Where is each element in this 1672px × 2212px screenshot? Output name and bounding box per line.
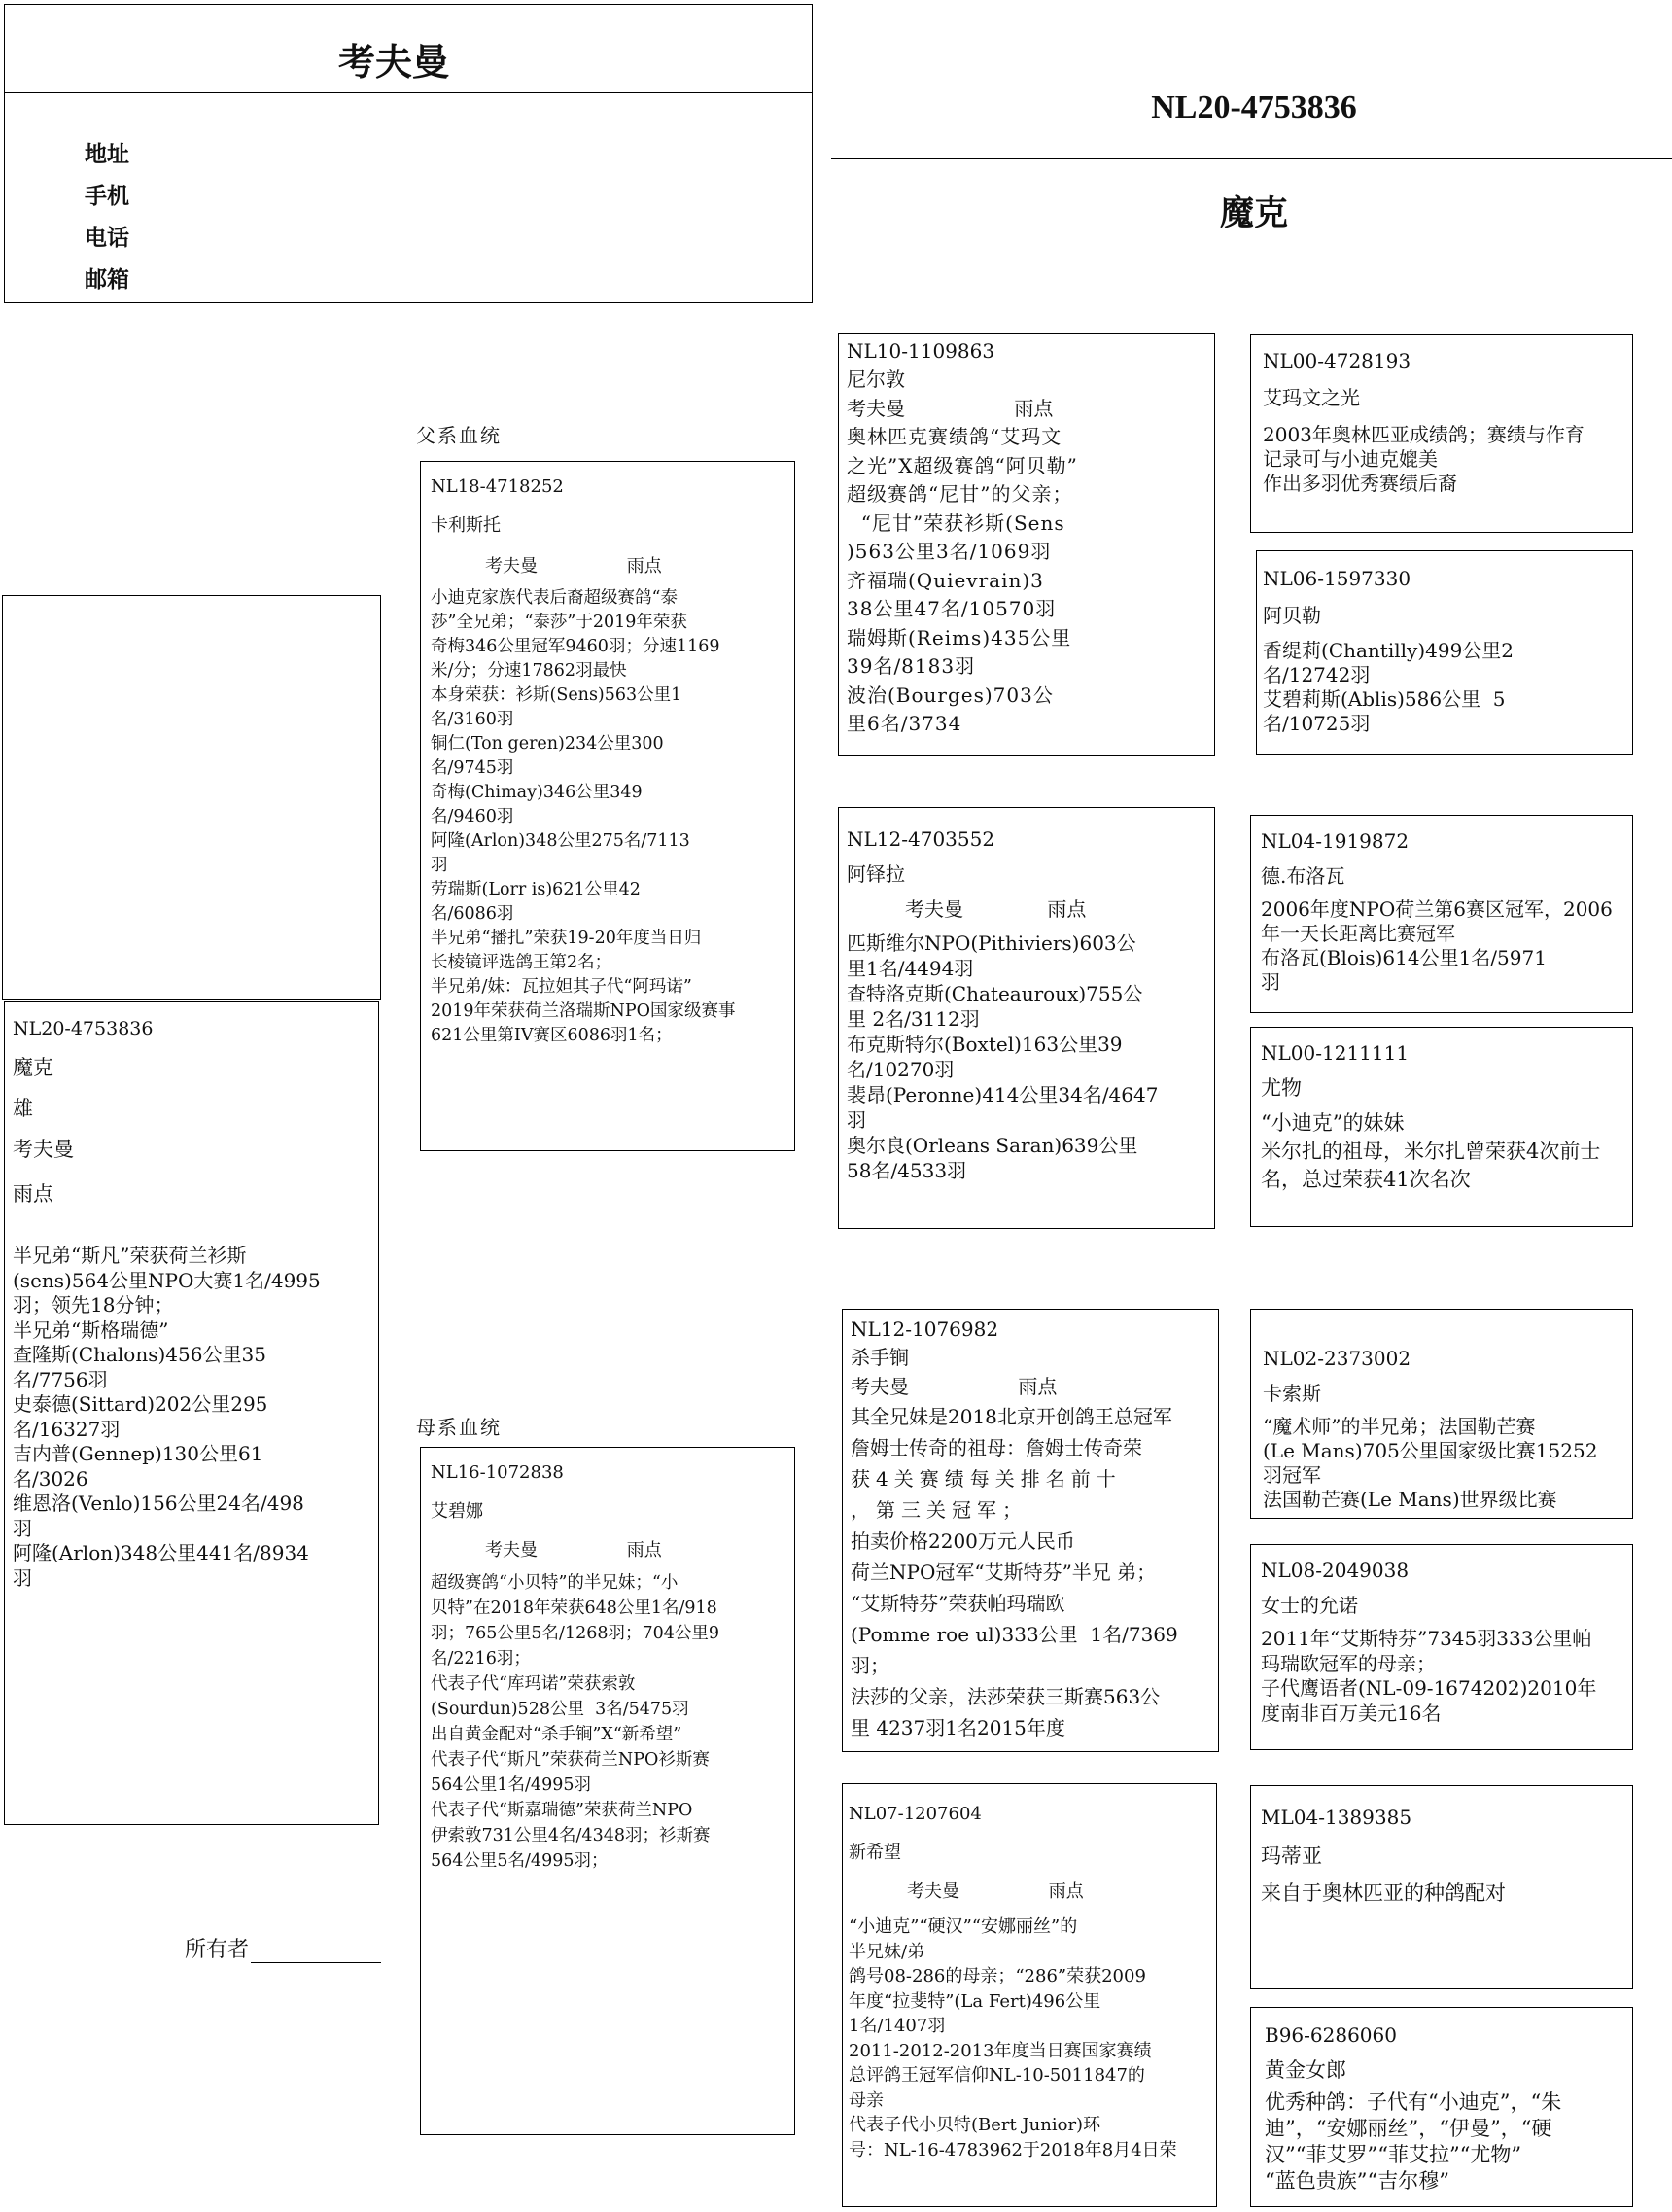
sds-ring: NL04-1919872 (1261, 829, 1410, 853)
header-ring-divider (831, 158, 1672, 159)
dam-sire-note-line: 获4关赛绩每关排名前十 (851, 1467, 1122, 1491)
subject-note-line: 阿隆(Arlon)348公里441名/8934 (13, 1541, 309, 1564)
dss-name: 卡索斯 (1263, 1382, 1321, 1405)
dsd-note-line: 度南非百万美元16名 (1261, 1701, 1442, 1725)
ddd-card (1250, 2007, 1633, 2207)
dam-sire-note-line: 羽； (851, 1654, 889, 1677)
dss-note-line: 羽冠军 (1263, 1463, 1321, 1487)
dam-dam-note-line: 鸽号08-286的母亲；“286”荣获2009 (849, 1966, 1146, 1986)
ssd-note-line: 名/12742羽 (1263, 663, 1371, 686)
sire-notes (431, 586, 786, 1048)
dam-dam-name: 新希望 (849, 1843, 901, 1863)
sdd-notes (1261, 1109, 1622, 1194)
sdd-note-line: “小迪克”的妹妹 (1261, 1111, 1405, 1135)
dam-sire-breeder-owner (851, 1372, 1210, 1401)
dam-note-line: 名/2216羽； (431, 1649, 531, 1668)
dam-sire-note-line: 拍卖价格2200万元人民币 (851, 1529, 1075, 1553)
sire-dam-note-line: 查特洛克斯(Chateauroux)755公 (847, 982, 1143, 1005)
owner-header-box (4, 4, 813, 303)
sire-note-line: 阿隆(Arlon)348公里275名/7113 (431, 831, 690, 851)
sire-note-line: 奇梅(Chimay)346公里349 (431, 783, 643, 802)
sire-note-line: 本身荣获：衫斯(Sens)563公里1 (431, 685, 682, 705)
sire-note-line: 名/9460羽 (431, 807, 514, 826)
sire-dam-note-line: 布克斯特尔(Boxtel)163公里39 (847, 1033, 1123, 1056)
sire-card (420, 461, 795, 1151)
sss-ring: NL00-4728193 (1263, 349, 1411, 372)
dss-card (1250, 1309, 1633, 1519)
ssd-ring: NL06-1597330 (1263, 567, 1411, 590)
sire-sire-note-line: 38公里47名/10570羽 (847, 597, 1057, 620)
ddd-name: 黄金女郎 (1265, 2058, 1346, 2082)
sire-dam-note-line: 奥尔良(Orleans Saran)639公里 (847, 1134, 1138, 1157)
subject-note-line: (sens)564公里NPO大赛1名/4995 (13, 1268, 321, 1292)
ssd-note-line: 艾碧莉斯(Ablis)586公里 5 (1263, 687, 1506, 711)
ssd-note-line: 香缇莉(Chantilly)499公里2 (1263, 639, 1515, 662)
dam-dam-note-line: 年度“拉斐特”(La Fert)496公里 (849, 1990, 1101, 2012)
dam-sire-note-line: 詹姆士传奇的祖母：詹姆士传奇荣 (851, 1436, 1142, 1459)
contact-labels (85, 134, 129, 301)
sire-note-line: 621公里第IV赛区6086羽1名； (431, 1026, 673, 1045)
dam-sire-note-line: “艾斯特芬”荣获帕玛瑞欧 (851, 1592, 1065, 1615)
dds-name: 玛蒂亚 (1261, 1844, 1322, 1868)
ddd-note-line: “蓝色贵族”“吉尔穆” (1265, 2169, 1449, 2193)
dam-note-line: 564公里5名/4995羽； (431, 1851, 609, 1871)
dam-dam-note-line: 半兄妹/弟 (849, 1941, 925, 1962)
owner-header-divider (5, 92, 812, 93)
owner-signature-line (251, 1941, 381, 1963)
dam-line-label: 母系血统 (416, 1416, 502, 1439)
dam-dam-note-line: 2011-2012-2013年度当日赛国家赛绩 (849, 2040, 1152, 2061)
dam-sire-note-line: 法莎的父亲，法莎荣获三斯赛563公 (851, 1685, 1161, 1708)
dam-owner: 雨点 (626, 1540, 662, 1561)
sdd-note-line: 名，总过荣获41次名次 (1261, 1168, 1471, 1191)
dam-note-line: 代表子代“斯嘉瑞德”荣获荷兰NPO (431, 1801, 693, 1820)
sss-name: 艾玛文之光 (1263, 386, 1360, 409)
subject-ring: NL20-4753836 (13, 1018, 154, 1039)
subject-note-line: 羽；领先18分钟； (13, 1293, 174, 1317)
dam-note-line: (Sourdun)528公里 3名/5475羽 (431, 1700, 689, 1719)
dam-breeder: 考夫曼 (485, 1540, 538, 1561)
subject-note-line: 查隆斯(Chalons)456公里35 (13, 1343, 266, 1366)
sire-owner: 雨点 (626, 556, 662, 577)
dam-note-line: 出自黄金配对“杀手锏”X“新希望” (431, 1725, 682, 1744)
contact-mobile-label: 手机 (85, 184, 129, 209)
sire-dam-note-line: 羽 (847, 1108, 866, 1132)
dam-dam-ring: NL07-1207604 (849, 1804, 982, 1824)
subject-card (4, 1001, 379, 1825)
dam-sire-note-line: ，第三关冠军； (851, 1498, 1028, 1522)
dam-dam-card (842, 1783, 1217, 2207)
ssd-notes (1263, 639, 1622, 736)
dam-note-line: 羽；765公里5名/1268羽；704公里9 (431, 1624, 720, 1643)
owner-signature-label: 所有者 (185, 1938, 250, 1962)
sire-ring: NL18-4718252 (431, 476, 564, 497)
subject-owner: 雨点 (13, 1182, 53, 1206)
sire-dam-note-line: 58名/4533羽 (847, 1159, 967, 1182)
subject-breeder: 考夫曼 (13, 1138, 74, 1161)
sire-dam-ring: NL12-4703552 (847, 827, 995, 851)
dam-ring: NL16-1072838 (431, 1462, 564, 1483)
sss-notes (1263, 423, 1622, 496)
sire-dam-note-line: 名/10270羽 (847, 1058, 955, 1081)
sds-note-line: 羽 (1261, 970, 1280, 994)
subject-note-line: 名/3026 (13, 1466, 88, 1491)
dam-sire-owner: 雨点 (1018, 1375, 1058, 1398)
sdd-ring: NL00-1211111 (1261, 1041, 1410, 1065)
dam-sire-note-line: 荷兰NPO冠军“艾斯特芬”半兄 弟； (851, 1561, 1157, 1584)
sire-sire-breeder: 考夫曼 (847, 397, 905, 420)
dam-dam-note-line: 母亲 (849, 2089, 884, 2111)
sire-dam-note-line: 里 2名/3112羽 (847, 1007, 980, 1031)
dss-note-line: (Le Mans)705公里国家级比赛15252 (1263, 1439, 1598, 1462)
subject-note-line: 史泰德(Sittard)202公里295 (13, 1392, 268, 1416)
dsd-note-line: 玛瑞欧冠军的母亲； (1261, 1651, 1436, 1675)
dss-notes (1263, 1415, 1622, 1512)
contact-phone-label: 电话 (85, 226, 129, 251)
dam-note-line: 564公里1名/4995羽 (431, 1775, 591, 1795)
dam-dam-note-line: 代表子代小贝特(Bert Junior)环 (849, 2115, 1101, 2135)
dam-sire-note-line: 其全兄妹是2018北京开创鸽王总冠军 (851, 1405, 1172, 1428)
dam-sire-card (842, 1309, 1219, 1752)
subject-note-line: 吉内普(Gennep)130公里61 (13, 1442, 263, 1465)
sire-breeder-owner (431, 555, 786, 579)
sire-dam-name: 阿铎拉 (847, 862, 905, 886)
sss-note-line: 2003年奥林匹亚成绩鸽；赛绩与作育 (1263, 423, 1585, 446)
dam-note-line: 贝特”在2018年荣获648公里1名/918 (431, 1598, 717, 1618)
dsd-name: 女士的允诺 (1261, 1594, 1358, 1617)
dam-dam-note-line: “小迪克”“硬汉”“安娜丽丝”的 (849, 1916, 1078, 1937)
subject-note-line: 名/7756羽 (13, 1367, 108, 1391)
ddd-note-line: 优秀种鸽：子代有“小迪克”，“朱 (1265, 2090, 1562, 2114)
dam-note-line: 代表子代“库玛诺”荣获索敦 (431, 1674, 636, 1694)
sds-note-line: 年一天长距离比赛冠军 (1261, 922, 1455, 945)
sire-sire-note-line: 齐福瑞(Quievrain)3 (847, 568, 1044, 592)
subject-note-line: 半兄弟“斯格瑞德” (13, 1317, 169, 1342)
subject-note-line: 半兄弟“斯凡”荣获荷兰衫斯 (13, 1244, 247, 1267)
sire-sire-note-line: 之光”X超级赛鸽“阿贝勒” (847, 453, 1078, 477)
sire-dam-note-line: 裴昂(Peronne)414公里34名/4647 (847, 1083, 1159, 1106)
dam-sire-ring: NL12-1076982 (851, 1317, 999, 1341)
dds-card (1250, 1785, 1633, 1989)
sire-note-line: 劳瑞斯(Lorr is)621公里42 (431, 880, 641, 899)
owner-signature (185, 1933, 381, 1963)
sire-note-line: 长棱镜评选鸽王第2名； (431, 953, 612, 972)
dss-note-line: “魔术师”的半兄弟；法国勒芒赛 (1263, 1415, 1536, 1438)
subject-note-line: 维恩洛(Venlo)156公里24名/498 (13, 1492, 304, 1515)
sire-dam-breeder-owner (847, 895, 1206, 923)
ssd-name: 阿贝勒 (1263, 604, 1321, 627)
sire-sire-note-line: )563公里3名/1069羽 (847, 540, 1052, 563)
ssd-card (1256, 550, 1633, 755)
dam-dam-note-line: 总评鸽王冠军信仰NL-10-5011847的 (849, 2065, 1145, 2086)
ddd-notes (1265, 2089, 1624, 2194)
dam-card (420, 1447, 795, 2135)
sire-note-line: 莎”全兄弟；“泰莎”于2019年荣获 (431, 613, 687, 632)
sire-note-line: 羽 (431, 856, 448, 875)
sire-breeder: 考夫曼 (485, 556, 538, 577)
sire-note-line: 名/6086羽 (431, 904, 514, 924)
sire-dam-owner: 雨点 (1047, 897, 1087, 921)
sss-card (1250, 334, 1633, 533)
sss-note-line: 记录可与小迪克媲美 (1263, 447, 1438, 471)
sire-note-line: 2019年荣获荷兰洛瑞斯NPO国家级赛事 (431, 1001, 736, 1021)
subject-notes (13, 1244, 370, 1591)
sdd-name: 尤物 (1261, 1076, 1302, 1100)
dam-dam-breeder: 考夫曼 (907, 1881, 959, 1902)
dsd-note-line: 子代鹰语者(NL-09-1674202)2010年 (1261, 1676, 1597, 1700)
sire-sire-card (838, 333, 1215, 756)
sire-sire-note-line: 奥林匹克赛绩鸽“艾玛文 (847, 425, 1062, 448)
subject-name: 魔克 (13, 1056, 53, 1079)
header-bird-name: 魔克 (1219, 194, 1288, 233)
sds-card (1250, 815, 1633, 1013)
sire-note-line: 半兄弟/妹：瓦拉妲其子代“阿玛诺” (431, 977, 692, 997)
sire-sire-note-line: 39名/8183羽 (847, 654, 976, 678)
dds-ring: ML04-1389385 (1261, 1806, 1412, 1829)
dss-ring: NL02-2373002 (1263, 1347, 1411, 1370)
owner-name: 考夫曼 (337, 41, 449, 84)
sire-note-line: 小迪克家族代表后裔超级赛鸽“泰 (431, 588, 678, 608)
photo-box (2, 595, 381, 1000)
sire-dam-notes (847, 930, 1206, 1183)
dam-name: 艾碧娜 (431, 1501, 483, 1522)
sire-name: 卡利斯托 (431, 515, 501, 536)
ddd-ring: B96-6286060 (1265, 2023, 1397, 2047)
dam-sire-note-line: (Pomme roe ul)333公里 1名/7369 (851, 1623, 1178, 1646)
sds-note-line: 2006年度NPO荷兰第6赛区冠军，2006 (1261, 897, 1613, 921)
sire-dam-note-line: 里1名/4494羽 (847, 957, 974, 980)
sds-note-line: 布洛瓦(Blois)614公里1名/5971 (1261, 946, 1547, 969)
dds-notes (1261, 1879, 1622, 1907)
ddd-note-line: 迪”，“安娜丽丝”，“伊曼”，“硬 (1265, 2117, 1552, 2140)
ddd-note-line: 汉”“菲艾罗”“菲艾拉”“尤物” (1265, 2143, 1522, 2166)
dam-breeder-owner (431, 1539, 786, 1562)
sire-sire-breeder-owner (847, 394, 1206, 423)
sire-note-line: 半兄弟“播扎”荣获19-20年度当日归 (431, 929, 702, 948)
sdd-card (1250, 1027, 1633, 1227)
sire-sire-name: 尼尔敦 (847, 368, 905, 391)
subject-note-line: 羽 (13, 1516, 32, 1540)
dam-notes (431, 1570, 786, 1874)
dam-sire-notes (851, 1401, 1210, 1743)
sds-notes (1261, 897, 1622, 995)
sire-sire-note-line: 里6名/3734 (847, 712, 962, 735)
sdd-note-line: 米尔扎的祖母，米尔扎曾荣获4次前士 (1261, 1140, 1601, 1163)
dam-note-line: 超级赛鸽“小贝特”的半兄妹；“小 (431, 1573, 679, 1593)
dam-sire-breeder: 考夫曼 (851, 1375, 909, 1398)
dss-note-line: 法国勒芒赛(Le Mans)世界级比赛 (1263, 1488, 1557, 1511)
dam-dam-note-line: 1名/1407羽 (849, 2016, 946, 2036)
dam-note-line: 代表子代“斯凡”荣获荷兰NPO衫斯赛 (431, 1750, 710, 1770)
subject-note-line: 羽 (13, 1565, 32, 1590)
sire-note-line: 奇梅346公里冠军9460羽；分速1169 (431, 637, 720, 656)
header-ring-number: NL20-4753836 (1151, 89, 1357, 125)
sire-sire-note-line: 超级赛鸽“尼甘”的父亲； (847, 482, 1073, 506)
sire-sire-notes (847, 423, 1206, 739)
dsd-card (1250, 1544, 1633, 1750)
sire-dam-breeder: 考夫曼 (905, 897, 963, 921)
sire-dam-note-line: 匹斯维尔NPO(Pithiviers)603公 (847, 931, 1136, 955)
dam-dam-notes (849, 1914, 1208, 2162)
dds-note-line: 来自于奥林匹亚的种鸽配对 (1261, 1881, 1506, 1905)
sire-note-line: 名/3160羽 (431, 710, 514, 729)
sire-sire-owner: 雨点 (1014, 397, 1054, 420)
dam-sire-name: 杀手锏 (851, 1346, 909, 1369)
dam-dam-note-line: 号：NL-16-4783962于2018年8月4日荣 (849, 2139, 1177, 2160)
contact-address-label: 地址 (85, 142, 129, 167)
dam-sire-note-line: 里 4237羽1名2015年度 (851, 1716, 1065, 1739)
dam-note-line: 伊索敦731公里4名/4348羽；衫斯赛 (431, 1826, 711, 1845)
sire-sire-note-line: 波治(Bourges)703公 (847, 683, 1054, 707)
sire-note-line: 米/分；分速17862羽最快 (431, 661, 627, 681)
dsd-note-line: 2011年“艾斯特芬”7345羽333公里帕 (1261, 1627, 1592, 1650)
dam-dam-breeder-owner (849, 1879, 1208, 1905)
ssd-note-line: 名/10725羽 (1263, 712, 1371, 735)
sss-note-line: 作出多羽优秀赛绩后裔 (1263, 472, 1457, 495)
sire-note-line: 铜仁(Ton geren)234公里300 (431, 734, 664, 754)
contact-email-label: 邮箱 (85, 267, 129, 293)
sire-sire-note-line: “尼甘”荣获衫斯(Sens (847, 510, 1065, 535)
sds-name: 德.布洛瓦 (1261, 864, 1345, 888)
subject-sex: 雄 (13, 1097, 33, 1120)
dam-dam-owner: 雨点 (1048, 1881, 1084, 1902)
sire-sire-note-line: 瑞姆斯(Reims)435公里 (847, 625, 1072, 650)
subject-note-line: 名/16327羽 (13, 1417, 121, 1441)
dsd-ring: NL08-2049038 (1261, 1559, 1410, 1582)
dsd-notes (1261, 1627, 1622, 1726)
sire-dam-card (838, 807, 1215, 1229)
sire-note-line: 名/9745羽 (431, 758, 514, 778)
sire-line-label: 父系血统 (416, 424, 502, 447)
sire-sire-ring: NL10-1109863 (847, 339, 995, 363)
